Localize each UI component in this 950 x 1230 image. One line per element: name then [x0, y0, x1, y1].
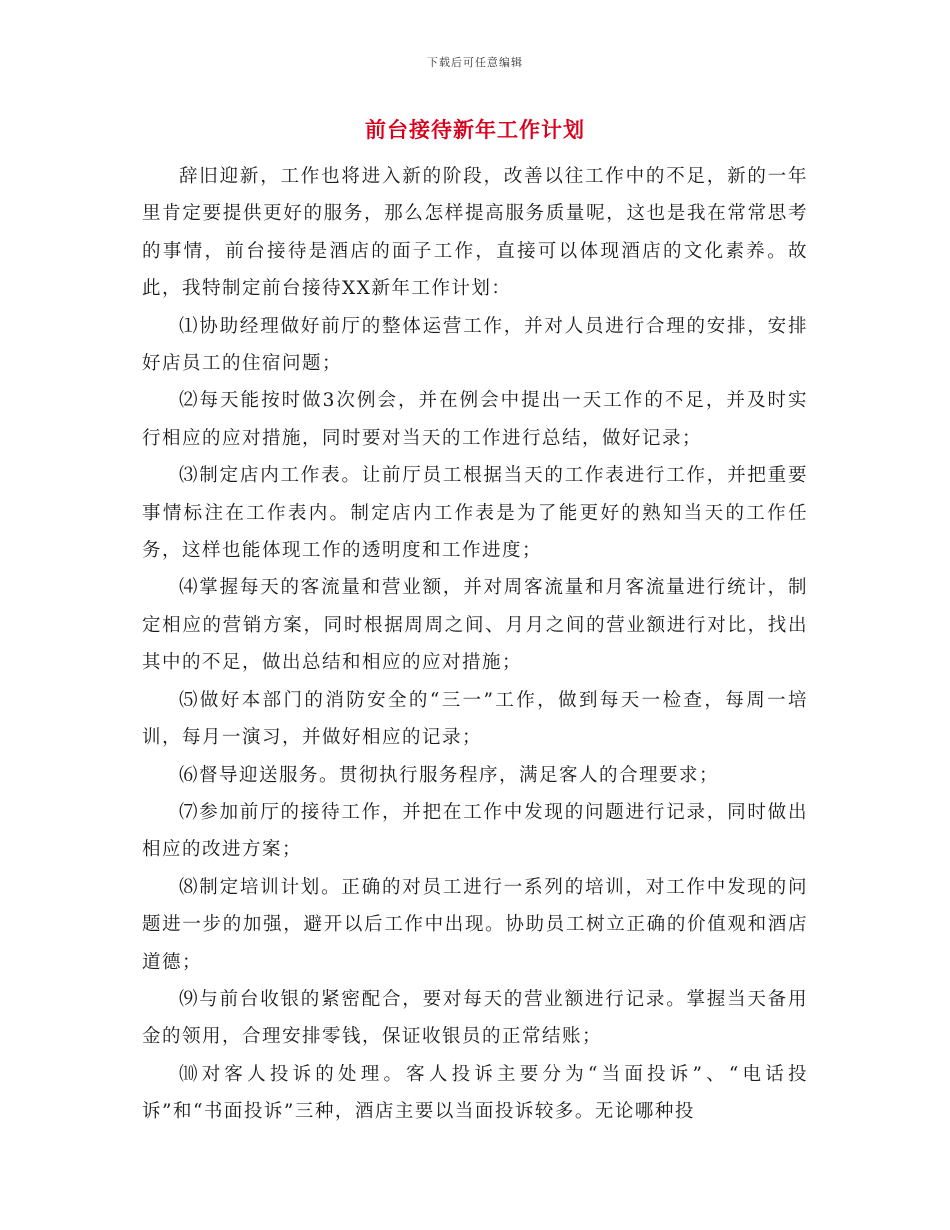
paragraph-item-3: ⑶制定店内工作表。让前厅员工根据当天的工作表进行工作，并把重要事情标注在工作表内。制定店内工作表是为了能更好的熟知当天的工作任务，这样也能体现工作的透明度和工作进度； — [142, 465, 808, 562]
paragraph-item-9: ⑼与前台收银的紧密配合，要对每天的营业额进行记录。掌握当天备用金的领用，合理安排零钱，保证收银员的正常结账； — [142, 988, 808, 1048]
paragraph-item-8: ⑻制定培训计划。正确的对员工进行一系列的培训，对工作中发现的问题进一步的加强，避开以后工作中出现。协助员工树立正确的价值观和酒店道德； — [142, 876, 808, 973]
paragraph-item-1: ⑴协助经理做好前厅的整体运营工作，并对人员进行合理的安排，安排好店员工的住宿问题； — [142, 315, 808, 375]
paragraph-item-2: ⑵每天能按时做3次例会，并在例会中提出一天工作的不足，并及时实行相应的应对措施，同时要对当天的工作进行总结，做好记录； — [142, 390, 808, 449]
document-title: 前台接待新年工作计划 — [365, 118, 585, 142]
paragraph-item-10: ⑽对客人投诉的处理。客人投诉主要分为“当面投诉”、“电话投诉”和“书面投诉”三种，酒店主要以当面投诉较多。无论哪种投 — [142, 1063, 808, 1123]
paragraph-item-7: ⑺参加前厅的接待工作，并把在工作中发现的问题进行记录，同时做出相应的改进方案； — [142, 801, 808, 861]
page-header-note: 下载后可任意编辑 — [427, 56, 523, 69]
document-body — [142, 158, 808, 1131]
paragraph-item-4: ⑷掌握每天的客流量和营业额，并对周客流量和月客流量进行统计，制定相应的营销方案，同时根据周周之间、月月之间的营业额进行对比，找出其中的不足，做出总结和相应的应对措施； — [142, 577, 808, 674]
paragraph-item-6: ⑹督导迎送服务。贯彻执行服务程序，满足客人的合理要求； — [179, 764, 720, 786]
paragraph-item-5: ⑸做好本部门的消防安全的“三一”工作，做到每天一检查，每周一培训，每月一演习，并做好相应的记录； — [142, 689, 808, 749]
paragraph-intro: 辞旧迎新，工作也将进入新的阶段，改善以往工作中的不足，新的一年里肯定要提供更好的服务，那么怎样提高服务质量呢，这也是我在常常思考的事情，前台接待是酒店的面子工作，直接可以体现酒店的文化素养。故此，我特制定前台接待XX新年工作计划： — [142, 166, 808, 300]
